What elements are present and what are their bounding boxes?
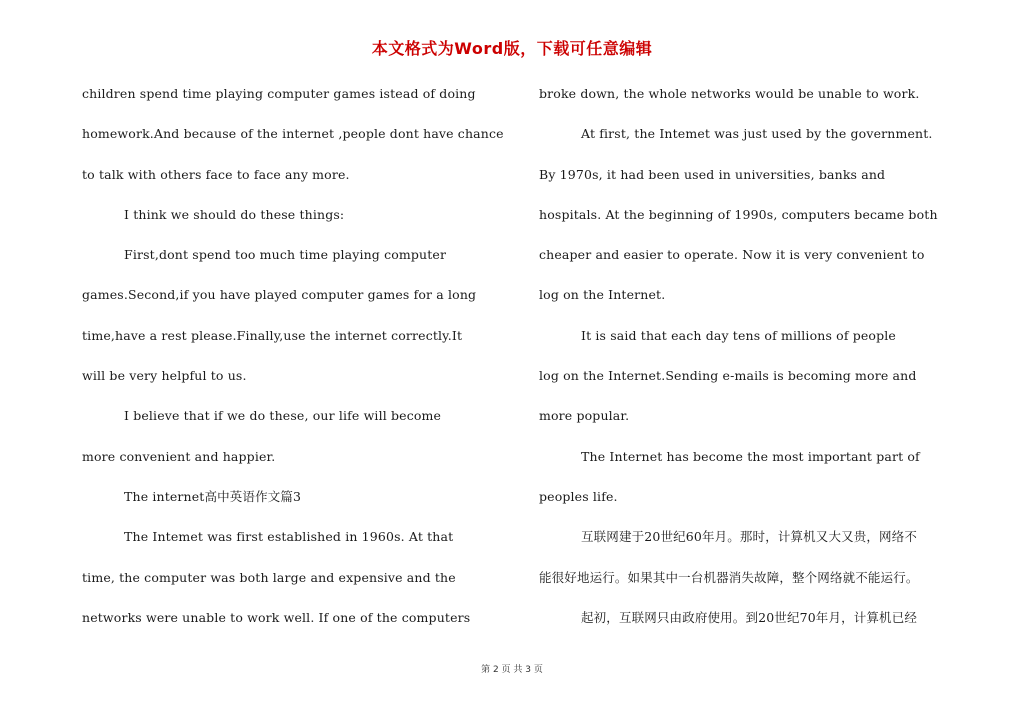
text-line: 互联网建于20世纪60年月。那时，计算机又大又贵，网络不 [581, 529, 918, 545]
text-line: more popular. [539, 408, 630, 424]
text-line: I believe that if we do these, our life will become [124, 408, 442, 424]
text-line: At first, the Intemet was just used by the government. [581, 126, 933, 142]
text-line: more convenient and happier. [82, 448, 276, 464]
text-line: time, the computer was both large and expensive and the [82, 569, 456, 585]
text-line: to talk with others face to face any more. [82, 166, 350, 182]
text-line: children spend time playing computer games istead of doing [82, 86, 476, 101]
text-line: homework.And because of the internet ,people dont have chance [82, 126, 504, 142]
right-column [539, 80, 959, 644]
text-line: 起初，互联网只由政府使用。到20世纪70年月，计算机已经 [581, 609, 918, 625]
text-line: networks were unable to work well. If one of the computers [82, 609, 471, 625]
text-line: hospitals. At the beginning of 1990s, computers became both [539, 206, 938, 222]
text-line: log on the Internet. [539, 287, 666, 303]
text-line: The Internet has become the most important part of [581, 448, 920, 464]
text-line: peoples life. [539, 488, 618, 504]
text-line: By 1970s, it had been used in universities, banks and [539, 166, 886, 182]
document-banner: 本文格式为Word版，下载可任意编辑 [371, 39, 653, 58]
text-line: will be very helpful to us. [82, 368, 247, 384]
text-line: broke down, the whole networks would be unable to work. [539, 86, 920, 101]
text-line: log on the Internet.Sending e-mails is becoming more and [539, 368, 917, 384]
text-line: The internet高中英语作文篇3 [124, 488, 302, 504]
text-line: games.Second,if you have played computer games for a long [82, 287, 477, 303]
text-line: It is said that each day tens of millions of people [581, 327, 896, 343]
left-column [82, 80, 507, 644]
text-line: time,have a rest please.Finally,use the internet correctly.It [82, 327, 463, 343]
page-footer: 第 2 页 共 3 页 [481, 665, 543, 675]
text-line: First,dont spend too much time playing computer [124, 247, 447, 263]
text-line: cheaper and easier to operate. Now it is very convenient to [539, 247, 925, 263]
text-line: 能很好地运行。如果其中一台机器消失故障，整个网络就不能运行。 [539, 569, 919, 585]
text-line: I think we should do these things: [124, 206, 345, 222]
text-line: The Intemet was first established in 1960s. At that [124, 529, 454, 545]
